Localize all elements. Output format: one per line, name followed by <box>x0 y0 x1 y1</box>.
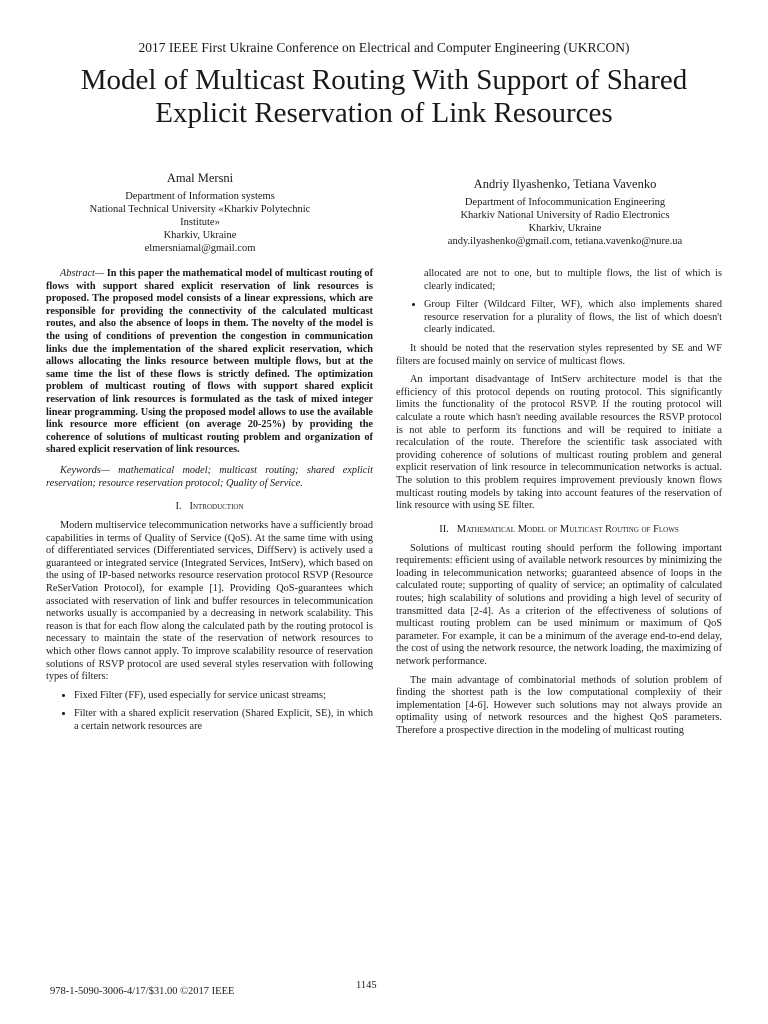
list-item-continuation: allocated are not to one, but to multiple flows, the list of which is clearly indicated; <box>424 268 722 292</box>
author-university-cont: Institute» <box>180 217 220 228</box>
list-item-fixed-filter: • Fixed Filter (FF), used especially for service unicast streams; <box>74 690 373 703</box>
author-city: Kharkiv, Ukraine <box>163 230 237 241</box>
author-email: andy.ilyashenko@gmail.com, tetiana.vavenko@nure.ua <box>447 236 683 247</box>
list-item-wildcard-filter: • Group Filter (Wildcard Filter, WF), which also implements shared resource reservation for a plurality of flows, the list of which doesn't clearly indicated. <box>424 299 722 337</box>
copyright-footer: 978-1-5090-3006-4/17/$31.00 ©2017 IEEE <box>50 986 235 997</box>
filter-list <box>46 690 373 734</box>
page-number: 1145 <box>356 980 377 991</box>
body-paragraph: It should be noted that the reservation styles represented by SE and WF filters are focused mainly on service of multicast flows. <box>396 342 722 367</box>
body-paragraph: Solutions of multicast routing should perform the following important requirements: efficient using of available network resources by minimizing the loading in telecommunication networks; guaranteed absence of loops in the calculated route; supporting of quality of service; an optimality of calculated routes; high scalability of solutions and providing a high level of security of transmitted data [2-4]. As a criterion of the effectiveness of solutions of multicast routing problem can be used minimum or maximum of QoS parameter. For example, it can be a minimum of the average end-to-end delay, the cost of using the network resource, the network loading, the maximizing of network performance. <box>396 542 722 668</box>
right-column <box>396 268 722 744</box>
intro-paragraph: Modern multiservice telecommunication networks have a sufficiently broad capabilities in terms of Quality of Service (QoS). At the same time with using of differentiated services (Differentiated services, DiffServ) is actively used a guaranteed or integrated service (Integrated Services, IntServ), which based on the using of IP-based networks resource reservation protocol RSVP (Resource ReSerVation Protocol), for example [1]. Providing QoS-guarantees which associated with reservation of link and buffer resources in telecommunication networks usually is accompanied by a decreasing in network scalability. This reason is that for each flow along the calculated path by the routing protocol is necessary to maintain the state of the reservation of network resources to which other flows cannot apply. To improve scalability resource of reservation solutions of RSVP protocol are used several styles reservation with following types of filters: <box>46 520 373 683</box>
author-department: Department of Infocommunication Engineering <box>464 197 666 208</box>
abstract-label: Abstract— <box>60 268 105 279</box>
author-city: Kharkiv, Ukraine <box>528 223 602 234</box>
author-email: elmersniamal@gmail.com <box>144 243 256 254</box>
author-name: Andriy Ilyashenko, Tetiana Vavenko <box>473 177 657 191</box>
author-name: Amal Mersni <box>166 171 234 185</box>
left-column <box>46 268 373 740</box>
title-line-1: Model of Multicast Routing With Support of Shared <box>80 64 688 96</box>
section-heading-introduction: I. Introduction <box>175 501 244 513</box>
author-block-1 <box>50 172 350 255</box>
paper-title <box>30 64 738 130</box>
conference-header: 2017 IEEE First Ukraine Conference on Electrical and Computer Engineering (UKRCON) <box>138 40 630 55</box>
title-line-2: Explicit Reservation of Link Resources <box>155 97 613 129</box>
author-department: Department of Information systems <box>125 191 275 202</box>
author-university: National Technical University «Kharkiv Polytechnic <box>89 204 311 215</box>
section-heading-model: II. Mathematical Model of Multicast Routing of Flows <box>439 523 679 535</box>
body-paragraph: The main advantage of combinatorial methods of solution problem of finding the shortest path is the low computational complexity of their implementation [4-6]. However such solutions may not always provide an optimality using of network resources and the highest QoS parameters. Therefore a prospective direction in the modeling of multicast routing <box>396 674 722 736</box>
author-block-2 <box>400 178 730 248</box>
abstract-text: In this paper the mathematical model of multicast routing of flows with support shared explicit reservation of link resources is proposed. The proposed model consists of a linear expressions, which are responsible for providing the connectivity of the calculated multicast routes, and also the absence of loops in them. The novelty of the model is the using of conditions of prevention the congestion in communication links due the implementation of the shared explicit reservation, which allows allocating the links resource between multiple flows, but at the same time the list of these flows is strictly defined. The optimization problem of multicast routing of flows with support shared explicit reservation of link resources is formulated as the task of mixed integer linear programming. Using the proposed model allows to use the available link resource more efficient (on average 20-25%) by providing the coherence of solutions of multicast routing problem and organization of shared explicit reservation of link resources. <box>46 268 373 456</box>
body-paragraph: An important disadvantage of IntServ architecture model is that the efficiency of this protocol depends on routing protocol. This significantly limits the functionality of the protocol RSVP. If the routing protocol will calculate a route which hasn't needing available resources the RSVP protocol is not able to perform its functions and will be required to initiate a recalculation of the route. Therefore the scientific task associated with providing coherence of solutions of multicast routing problem and general explicit reservation of link resource in telecommunication networks is actual. The solution to this problem requires improvement previously known flows multicast routing models by taking into account features of the reservation of link resource with using SE filter. <box>396 374 722 512</box>
filter-list-cont <box>396 299 722 337</box>
author-university: Kharkiv National University of Radio Electronics <box>460 210 670 221</box>
list-item-shared-explicit: • Filter with a shared explicit reservation (Shared Explicit, SE), in which a certain network resources are <box>74 708 373 733</box>
keywords: Keywords— mathematical model; multicast routing; shared explicit reservation; resource reservation protocol; Quality of Service. <box>46 464 373 489</box>
abstract <box>46 268 373 457</box>
